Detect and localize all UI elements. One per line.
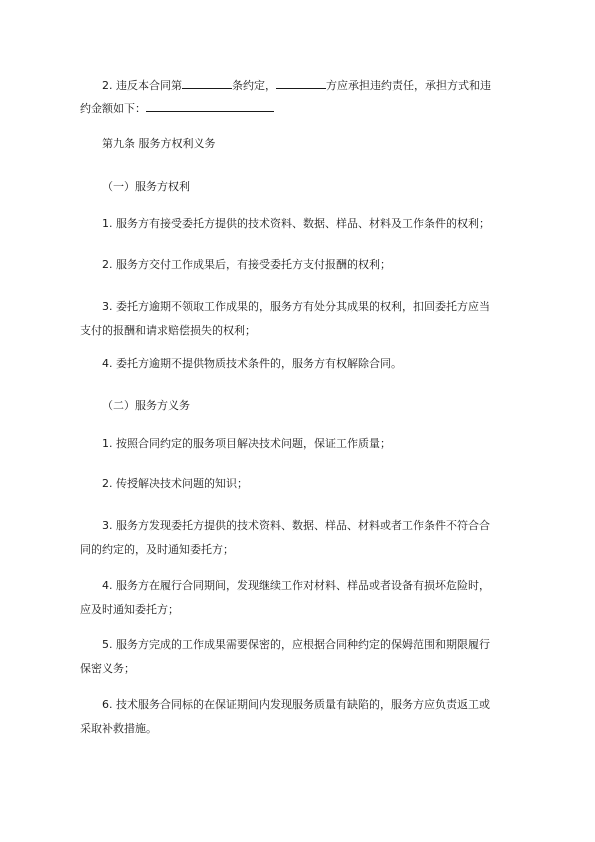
clause-2-text-a: 2. 违反本合同第 [102, 79, 182, 92]
right-3-line-2: 支付的报酬和请求赔偿损失的权利； [80, 324, 256, 337]
duty-1-text: 1. 按照合同约定的服务项目解决技术问题，保证工作质量； [102, 437, 391, 450]
duty-1 [102, 436, 391, 452]
amount-blank [146, 99, 274, 112]
duty-3-line-2: 同的约定的，及时通知委托方； [80, 543, 234, 556]
duties-heading [102, 398, 190, 414]
duty-3 [80, 514, 490, 562]
party-blank [276, 76, 326, 89]
right-1-text: 1. 服务方有接受委托方提供的技术资料、数据、样品、材料及工作条件的权利； [102, 217, 490, 230]
clause-2-text-c: 方应承担违约责任，承担方式和违 [326, 79, 491, 92]
duty-4 [80, 574, 490, 622]
rights-heading [102, 179, 190, 195]
duties-heading-text: （二）服务方义务 [102, 399, 190, 412]
right-3 [80, 295, 490, 343]
duty-2-text: 2. 传授解决技术问题的知识； [102, 477, 248, 490]
duty-4-line-1: 4. 服务方在履行合同期间，发现继续工作对材料、样品或者设备有损坏危险时， [102, 579, 490, 592]
duty-5 [80, 633, 490, 681]
duty-5-line-1: 5. 服务方完成的工作成果需要保密的，应根据合同种约定的保姆范围和期限履行 [102, 638, 490, 651]
right-4 [102, 356, 402, 372]
duty-2 [102, 476, 248, 492]
clause-2-line-1 [102, 76, 491, 94]
rights-heading-text: （一）服务方权利 [102, 180, 190, 193]
right-4-text: 4. 委托方逾期不提供物质技术条件的，服务方有权解除合同。 [102, 357, 402, 370]
duty-6-line-1: 6. 技术服务合同标的在保证期间内发现服务质量有缺陷的，服务方应负责返工或 [102, 698, 490, 711]
duty-4-line-2: 应及时通知委托方； [80, 603, 179, 616]
duty-6-line-2: 采取补救措施。 [80, 722, 157, 735]
duty-3-line-1: 3. 服务方发现委托方提供的技术资料、数据、样品、材料或者工作条件不符合合 [102, 519, 490, 532]
right-3-line-1: 3. 委托方逾期不领取工作成果的，服务方有处分其成果的权利，扣回委托方应当 [102, 300, 490, 313]
right-2-text: 2. 服务方交付工作成果后，有接受委托方支付报酬的权利； [102, 258, 391, 271]
article-9-title-text: 第九条 服务方权利义务 [102, 137, 216, 150]
duty-5-line-2: 保密义务； [80, 662, 135, 675]
duty-6 [80, 693, 490, 741]
article-number-blank [182, 76, 232, 89]
right-2 [102, 257, 391, 273]
right-1 [102, 216, 490, 232]
clause-2-line-2 [80, 99, 274, 117]
article-9-title [102, 136, 216, 152]
clause-2-text-d: 约金额如下： [80, 102, 146, 115]
clause-2-text-b: 条约定， [232, 79, 276, 92]
